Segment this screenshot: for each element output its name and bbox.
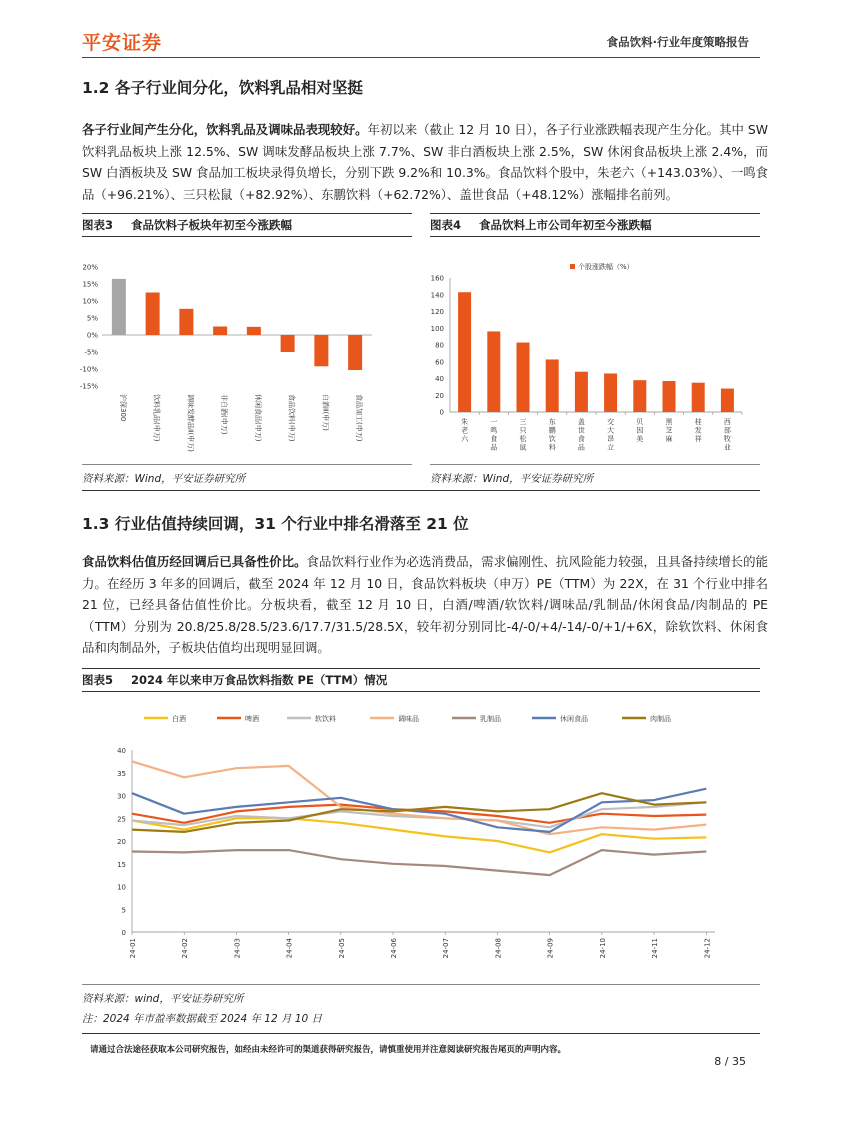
fig3-bar (247, 327, 261, 335)
footer-rule (82, 1033, 760, 1034)
fig4-bar (692, 383, 705, 412)
page-number: 8 / 35 (714, 1055, 746, 1068)
fig3-xtick: 调味发酵品Ⅱ(申万) (186, 394, 195, 452)
fig4-bar (721, 389, 734, 412)
fig4-xtick: 东鹏饮料 (548, 418, 556, 452)
fig3-xtick: 白酒Ⅱ(申万) (321, 394, 330, 431)
fig5-xtick: 24-03 (233, 938, 242, 959)
fig5-legend-label: 休闲食品 (560, 715, 588, 723)
section-1-2-lead: 各子行业间产生分化，饮料乳品及调味品表现较好。 (82, 122, 368, 137)
fig3-bar (112, 279, 126, 335)
fig5-xtick: 24-04 (285, 938, 294, 959)
fig5-legend-label: 肉制品 (650, 715, 671, 723)
fig3-bar (348, 335, 362, 370)
footer-disclaimer: 请通过合法途径获取本公司研究报告，如经由未经许可的渠道获得研究报告，请慎重使用并注意阅读研究报告尾页的声明内容。 (90, 1045, 567, 1055)
fig4-bar (546, 359, 559, 412)
fig3-ytick: 20% (82, 263, 98, 272)
fig3-ytick: 5% (86, 314, 98, 323)
fig4-bar (458, 292, 471, 412)
figure4-bottom-rule (430, 464, 760, 465)
figure4-header (430, 213, 760, 237)
fig3-xtick: 饮料乳品(申万) (152, 394, 161, 442)
fig5-ytick: 20 (117, 838, 126, 846)
fig5-ytick: 35 (117, 769, 126, 778)
fig3-bar (179, 309, 193, 335)
report-title: 食品饮料·行业年度策略报告 (606, 35, 749, 49)
fig3-xtick: 食品饮料(申万) (287, 394, 296, 442)
figure5-title: 2024 年以来申万食品饮料指数 PE（TTM）情况 (131, 673, 388, 687)
fig5-legend-label: 调味品 (398, 715, 419, 723)
fig3-bar (314, 335, 328, 366)
fig4-xtick: 贝因美 (636, 418, 644, 443)
fig4-ytick: 60 (435, 358, 444, 367)
figure5-note: 注：2024 年市盈率数据截至 2024 年 12 月 10 日 (82, 1013, 323, 1025)
section-1-2-body: 年初以来（截止 12 月 10 日），各子行业涨跌幅表现产生分化。其中 SW 饮料乳品板块上涨 12.5%、SW 调味发酵品板块上涨 7.7%、SW 非白酒板块上涨 2.5%，SW 休闲食品板块上涨 2.4%，而 SW 白酒板块及 SW 食品加工板块录得负增长，分别下跌 9.2%和 10.3%。食品饮料个股中，朱老六（+143.03%）、一鸣食品（+96.21%）、三只松鼠（+82.92%）、东鹏饮料（+62.72%）、盖世食品（+48.12%）涨幅排名前列。 (82, 122, 769, 202)
figure5-chart (82, 700, 760, 980)
fig4-bar (487, 331, 500, 412)
fig5-xtick: 24-11 (651, 938, 660, 959)
fig4-ytick: 40 (435, 375, 444, 383)
fig5-series-line (132, 818, 706, 852)
fig3-bar (281, 335, 295, 352)
fig4-bar (663, 381, 676, 412)
fig5-ytick: 25 (117, 815, 126, 824)
fig4-ytick: 100 (430, 324, 444, 333)
figure4-title: 食品饮料上市公司年初至今涨跌幅 (479, 218, 652, 232)
fig5-legend-label: 乳制品 (480, 715, 501, 723)
fig5-xtick: 24-12 (703, 938, 712, 959)
fig3-xtick: 休闲食品(申万) (253, 394, 262, 442)
figure3-number: 图表3 (82, 218, 114, 232)
section-1-3-heading: 1.3 行业估值持续回调，31 个行业中排名滑落至 21 位 (82, 515, 469, 533)
section-1-3-body: 食品饮料行业作为必选消费品，需求偏刚性、抗风险能力较强，且具备持续增长的能力。在经历 3 年多的回调后，截至 2024 年 12 月 10 日，食品饮料板块（申万）PE（TTM）为 22X，在 31 个行业中排名 21 位，已经具备估值性价比。分板块看，截至 12 月 10 日，白酒/啤酒/软饮料/调味品/乳制品/休闲食品/肉制品的 PE（TTM）分别为 20.8/25.8/28.5/23.6/17.7/31.5/28.5X，较年初分别同比-4/-0/+4/-14/-0/+1/+6X，除软饮料、休闲食品和肉制品外，子板块估值均出现明显回调。 (82, 554, 769, 655)
fig3-ytick: 0% (86, 331, 98, 340)
section-1-3-lead: 食品饮料估值历经回调后已具备性价比。 (82, 554, 307, 569)
fig4-xtick: 盖世食品 (577, 418, 585, 452)
company-logo: 平安证券 (82, 32, 163, 54)
fig4-bar (633, 380, 646, 412)
fig4-legend-label: 个股涨跌幅（%） (578, 263, 634, 271)
fig5-xtick: 24-08 (494, 938, 503, 959)
fig4-xtick: 交大昂立 (607, 418, 615, 452)
section-1-3-paragraph (82, 551, 768, 659)
fig4-ytick: 0 (439, 408, 444, 417)
figure5-source: 资料来源：wind，平安证券研究所 (82, 993, 244, 1005)
fig5-ytick: 40 (117, 747, 126, 755)
fig4-xtick: 朱老六 (461, 418, 469, 443)
fig3-ytick: 10% (82, 297, 98, 306)
fig5-xtick: 24-02 (181, 938, 190, 959)
fig4-xtick: 一鸣食品 (490, 418, 498, 452)
figure3-bottom-rule (82, 464, 412, 465)
fig5-xtick: 24-07 (442, 938, 451, 959)
fig3-xtick: 沪深300 (118, 394, 127, 422)
fig4-xtick: 西部牧业 (723, 418, 731, 452)
figure5-number: 图表5 (82, 673, 114, 687)
fig5-ytick: 15 (117, 860, 126, 869)
fig4-ytick: 140 (430, 291, 444, 300)
fig4-ytick: 20 (435, 391, 444, 400)
fig4-xtick: 三只松鼠 (519, 418, 527, 452)
fig5-series-line (132, 850, 706, 875)
fig5-ytick: 10 (117, 883, 126, 892)
fig5-xtick: 24-10 (598, 938, 607, 959)
fig3-xtick: 食品加工(申万) (355, 394, 364, 442)
fig5-legend-label: 啤酒 (245, 715, 259, 723)
fig3-bar (146, 293, 160, 336)
figure3-title: 食品饮料子板块年初至今涨跌幅 (131, 218, 293, 232)
fig4-ytick: 160 (430, 274, 444, 283)
figure4-source: 资料来源：Wind，平安证券研究所 (430, 473, 594, 485)
fig4-xtick: 黑芝麻 (665, 418, 673, 443)
fig3-bar (213, 327, 227, 336)
fig3-xtick: 非白酒(申万) (220, 394, 229, 435)
fig4-xtick: 桂发祥 (694, 418, 702, 443)
fig5-xtick: 24-05 (337, 938, 346, 959)
figure4-number: 图表4 (430, 218, 462, 232)
figure3-source: 资料来源：Wind，平安证券研究所 (82, 473, 246, 485)
fig4-ytick: 120 (430, 308, 444, 316)
fig5-legend-label: 白酒 (172, 715, 186, 723)
fig4-ytick: 80 (435, 341, 444, 350)
section-1-2-heading: 1.2 各子行业间分化，饮料乳品相对坚挺 (82, 79, 363, 97)
fig5-ytick: 30 (117, 792, 126, 801)
section-1-2-paragraph (82, 119, 768, 205)
figure5-bottom-rule (82, 984, 760, 985)
fig3-ytick: -10% (79, 365, 98, 374)
figure3-header (82, 213, 412, 237)
fig5-ytick: 5 (121, 906, 126, 915)
fig4-legend-swatch (570, 264, 575, 269)
figure5-header (82, 668, 760, 692)
fig3-ytick: -5% (84, 348, 98, 357)
header-rule (82, 57, 760, 58)
fig5-xtick: 24-01 (129, 938, 137, 959)
fig3-ytick: -15% (79, 382, 98, 391)
fig4-bar (604, 373, 617, 412)
fig3-ytick: 15% (82, 280, 98, 289)
fig5-xtick: 24-06 (390, 938, 399, 959)
fig5-legend-label: 软饮料 (315, 715, 336, 723)
fig4-bar (517, 343, 530, 412)
fig4-bar (575, 372, 588, 412)
fig5-xtick: 24-09 (546, 938, 555, 959)
fig5-ytick: 0 (121, 929, 126, 937)
figure3-chart (79, 240, 412, 455)
figures-divider (82, 490, 760, 491)
figure4-chart (430, 240, 760, 460)
